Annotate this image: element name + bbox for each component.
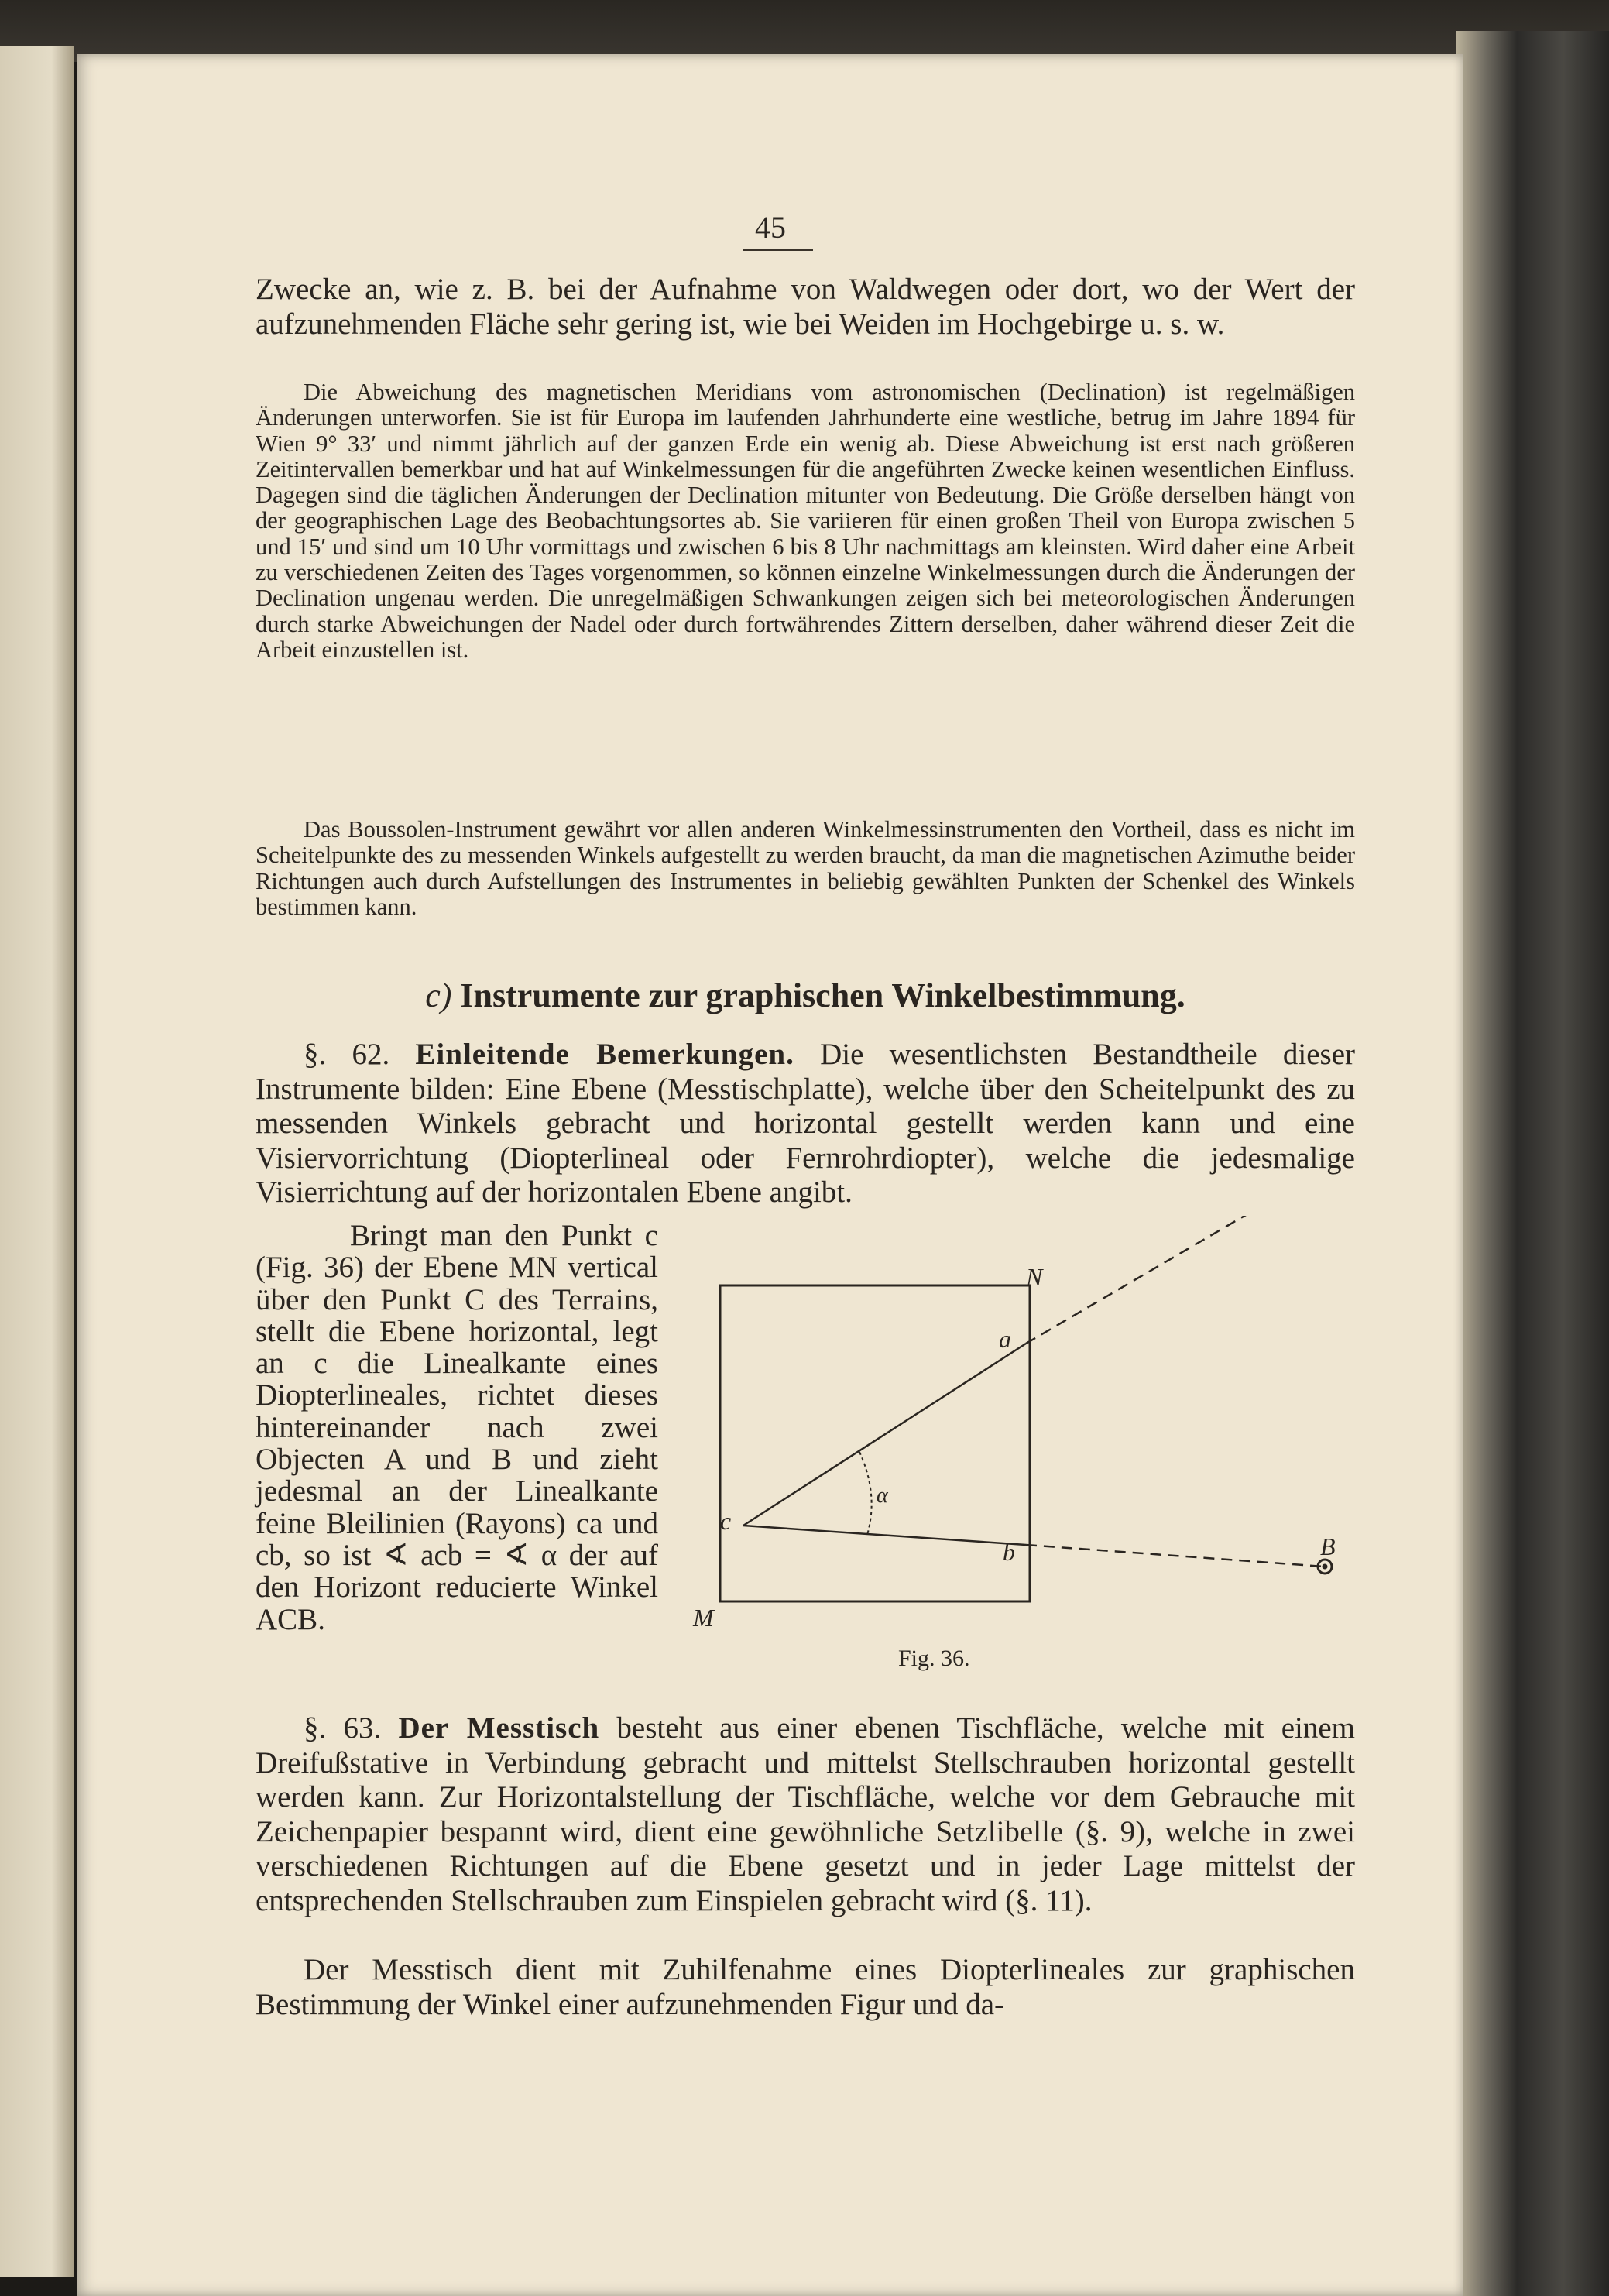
label-b-small: b — [1003, 1538, 1015, 1566]
ray-cb — [743, 1526, 1026, 1545]
label-c: c — [720, 1507, 732, 1535]
section-63-paragraph — [256, 1711, 1355, 1918]
paragraph-top — [256, 273, 1355, 341]
section-62-title: Einleitende Bemerkungen. — [415, 1038, 794, 1071]
section-63-title: Der Messtisch — [398, 1711, 600, 1745]
section-heading — [256, 976, 1355, 1015]
sight-line-b — [1026, 1545, 1324, 1567]
paragraph-declination-text: Die Abweichung des magnetischen Meridians vom astronomischen (Declination) ist regelmäßigen Änderungen unterworfen. Sie ist für Europa im laufenden Jahrhunderte eine westliche, betrug im Jahre 1894 für Wien 9° 33′ und nimmt jährlich auf der ganzen Erde ein wenig ab. Diese Abweichung ist erst nach größeren Zeitintervallen bemerkbar und hat auf Winkelmessungen für die angeführten Zwecke keinen wesentlichen Einfluss. Dagegen sind die täglichen Änderungen der Declination mitunter von Bedeutung. Die Größe derselben hängt von der geographischen Lage des Beobachtungsortes ab. Sie variieren für einen großen Theil von Europa zwischen 5 und 15′ und sind um 10 Uhr vormittags und zwischen 6 bis 8 Uhr nachmittags am kleinsten. Wird daher eine Arbeit zu verschiedenen Zeiten des Tages vorgenommen, so können einzelne Winkelmessungen durch die Änderungen der Declination ungenau werden. Die unregelmäßigen Schwankungen zeigen sich bei meteorologischen Änderungen durch starke Abweichungen der Nadel oder durch fortwährendes Zittern derselben, daher während dieser Zeit die Arbeit einzustellen ist. — [256, 379, 1355, 663]
paragraph-boussole-text: Das Boussolen-Instrument gewährt vor allen anderen Winkelmessinstrumenten den Vortheil, dass es nicht im Scheitelpunkte des zu messenden Winkels aufgestellt zu werden braucht, da man die magnetischen Azimuthe beider Richtungen auch durch Aufstellungen des Instrumentes in beliebig gewählten Punkten der Schenkel des Winkels bestimmen kann. — [256, 816, 1355, 920]
point-b-dot — [1323, 1564, 1328, 1570]
section-62 — [256, 1038, 1355, 1210]
facing-page-edge — [0, 46, 74, 2277]
figure-side-paragraph-text: Bringt man den Punkt c (Fig. 36) der Ebene MN vertical über den Punkt C des Terrains, stellt die Ebene horizontal, legt an c die Linealkante eines Diopterlineales, richtet dieses hintereinander nach zwei Objecten A und B und zieht jedesmal an der Linealkante feine Bleilinien (Rayons) ca und cb, so ist ∢ acb = ∢ α der auf den Horizont reducierte Winkel ACB. — [256, 1219, 658, 1636]
paragraph-last-text: Der Messtisch dient mit Zuhilfenahme eines Diopterlineales zur graphischen Bestimmung der Winkel einer aufzunehmenden Figur und da- — [256, 1953, 1355, 2021]
paragraph-boussole — [256, 817, 1355, 920]
angle-arc — [859, 1452, 872, 1535]
figure-36-diagram — [674, 1216, 1371, 1696]
section-62-text: Die wesentlichsten Bestandtheile dieser Instrumente bilden: Eine Ebene (Messtischplatte), welche über den Scheitelpunkt des zu messenden Winkels gebracht und horizontal gestellt werden kann und eine Visiervorrichtung (Diopterlineal oder Fernrohrdiopter), welche die jedesmalige Visierrichtung auf der horizontalen Ebene angibt. — [256, 1038, 1355, 1209]
section-62-number: §. 62. — [304, 1038, 390, 1071]
figure-caption: Fig. 36. — [898, 1646, 970, 1671]
book-top-edge — [0, 0, 1609, 62]
label-a-small: a — [999, 1325, 1011, 1353]
page-number: 45 — [755, 210, 786, 245]
section-heading-letter: c) — [425, 976, 452, 1014]
book-page — [77, 54, 1463, 2296]
plane-mn — [720, 1285, 1030, 1601]
label-m: M — [693, 1604, 714, 1632]
section-63-number: §. 63. — [304, 1711, 382, 1745]
label-n: N — [1026, 1263, 1043, 1291]
figure-side-paragraph — [256, 1220, 658, 1635]
section-heading-text: Instrumente zur graphischen Winkelbestimmung. — [460, 976, 1185, 1014]
label-alpha: α — [877, 1484, 888, 1508]
section-63-text: besteht aus einer ebenen Tischfläche, welche mit einem Dreifußstative in Verbindung gebracht und mittelst Stellschrauben horizontal gestellt werden kann. Zur Horizontalstellung der Tischfläche, welche vor dem Gebrauche mit Zeichenpapier bespannt wird, dient eine gewöhnliche Setzlibelle (§. 9), welche in zwei verschiedenen Richtungen auf die Ebene gesetzt und in jeder Lage mittelst der entsprechenden Stellschrauben zum Einspielen gebracht wird (§. 11). — [256, 1711, 1356, 1917]
paragraph-last — [256, 1953, 1355, 2022]
page-number-rule — [743, 249, 813, 251]
section-63 — [256, 1711, 1355, 1918]
paragraph-declination — [256, 379, 1355, 663]
label-b-point: B — [1320, 1532, 1336, 1560]
section-62-paragraph — [256, 1038, 1355, 1210]
book-cover-edge — [1456, 31, 1609, 2296]
sight-line-a — [1026, 1216, 1324, 1344]
paragraph-top-text: Zwecke an, wie z. B. bei der Aufnahme von Waldwegen oder dort, wo der Wert der aufzunehmenden Fläche sehr gering ist, wie bei Weiden im Hochgebirge u. s. w. — [256, 273, 1355, 341]
